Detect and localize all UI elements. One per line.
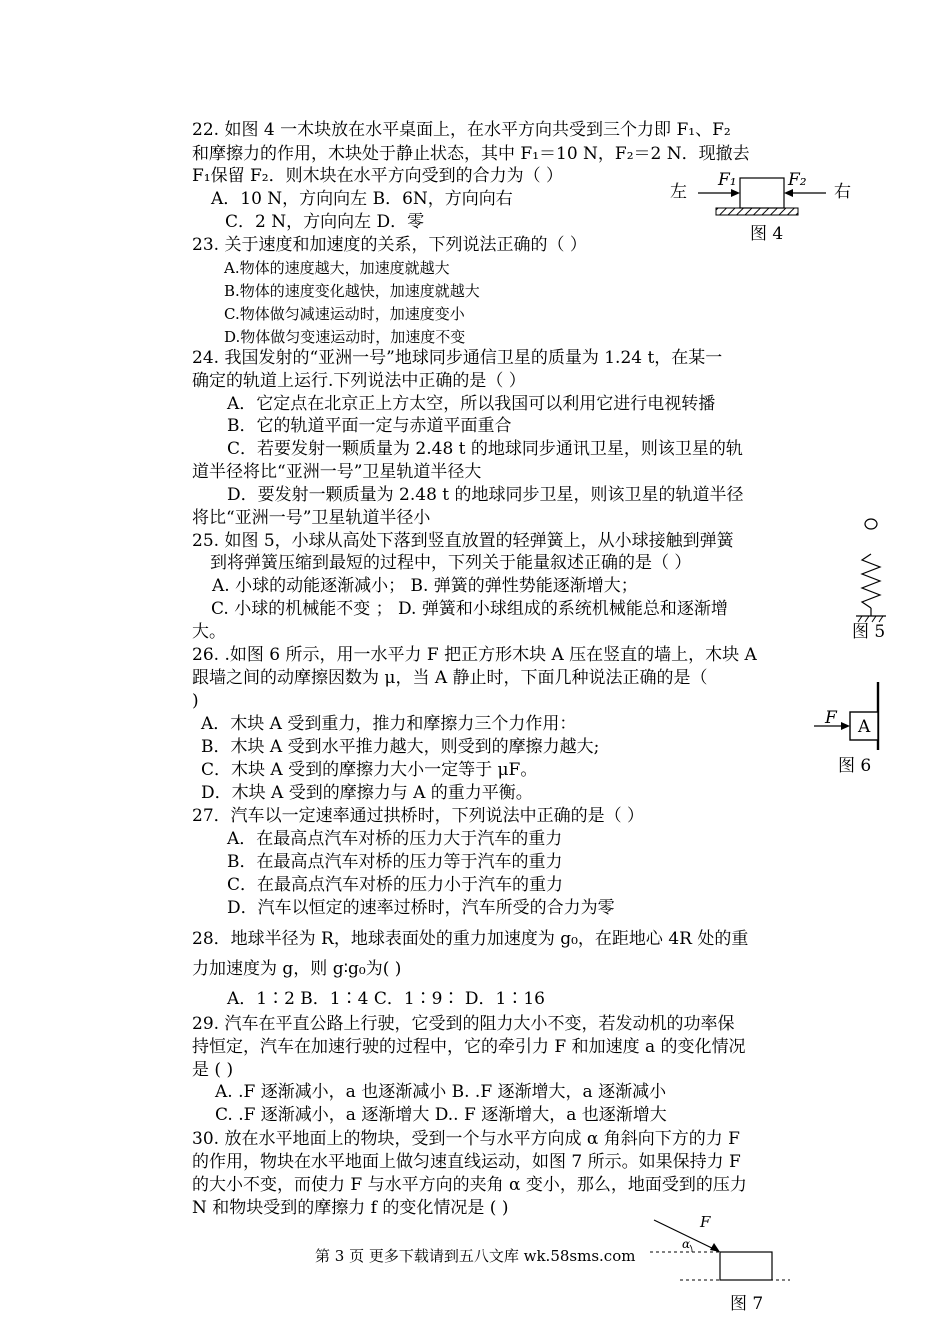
q30-line-3: 的大小不变，而使力 F 与水平方向的夹角 α 变小，那么，地面受到的压力	[192, 1175, 747, 1195]
figure-6	[810, 680, 890, 780]
q27-option-d: D．汽车以恒定的速率过桥时，汽车所受的合力为零	[227, 898, 615, 918]
fig4-f2-label: F₂	[788, 170, 807, 190]
fig7-alpha-label: α	[682, 1237, 691, 1251]
q27-option-a: A．在最高点汽车对桥的压力大于汽车的重力	[227, 829, 563, 849]
q24-option-d-line-2: 将比“亚洲一号”卫星轨道半径小	[192, 508, 431, 528]
fig4-left-label: 左	[670, 182, 687, 202]
q22-line-1: 22. 如图 4 一木块放在水平桌面上，在水平方向共受到三个力即 F₁、F₂	[192, 120, 731, 140]
fig4-right-label: 右	[834, 182, 851, 202]
q28-line-2: 力加速度为 g，则 g∶g₀为( )	[192, 959, 402, 979]
q29-line-3: 是 ( )	[192, 1060, 234, 1080]
spring	[862, 554, 880, 608]
fig6-caption: 图 6	[838, 756, 872, 776]
figure-5	[848, 512, 908, 642]
q25-option-cd: C. 小球的机械能不变 ； D. 弹簧和小球组成的系统机械能总和逐渐增	[211, 599, 728, 619]
q28-line-1: 28．地球半径为 R，地球表面处的重力加速度为 g₀，在距地心 4R 处的重	[192, 929, 749, 949]
q25-option-ab: A. 小球的动能逐渐减小； B. 弹簧的弹性势能逐渐增大；	[212, 576, 638, 596]
q30-line-4: N 和物块受到的摩擦力 f 的变化情况是 ( )	[192, 1198, 509, 1218]
q22-line-2: 和摩擦力的作用，木块处于静止状态，其中 F₁＝10 N，F₂＝2 N．现撤去	[192, 144, 750, 164]
fig6-block-label: A	[858, 717, 871, 737]
q24-option-d-line-1: D．要发射一颗质量为 2.48 t 的地球同步卫星，则该卫星的轨道半径	[227, 485, 744, 505]
table-surface	[716, 208, 798, 215]
q28-options: A．1∶2 B．1∶4 C．1∶9∶ D．1∶16	[227, 989, 545, 1009]
q23-option-c: C.物体做匀减速运动时，加速度变小	[224, 305, 465, 323]
falling-ball	[865, 519, 877, 529]
q26-option-c: C．木块 A 受到的摩擦力大小一定等于 μF。	[201, 760, 538, 780]
q26-option-d: D．木块 A 受到的摩擦力与 A 的重力平衡。	[201, 783, 533, 803]
page-footer: 第 3 页 更多下载请到五八文库 wk.58sms.com	[315, 1247, 636, 1265]
q27-option-b: B．在最高点汽车对桥的压力等于汽车的重力	[227, 852, 563, 872]
q24-option-a: A．它定点在北京正上方太空，所以我国可以利用它进行电视转播	[227, 394, 716, 414]
q23-option-b: B.物体的速度变化越快，加速度就越大	[224, 282, 480, 300]
fig4-f1-label: F₁	[718, 170, 737, 190]
q26-line-3: )	[192, 691, 199, 711]
fig5-caption: 图 5	[852, 622, 886, 642]
q22-line-3: F₁保留 F₂．则木块在水平方向受到的合力为（ ）	[192, 166, 564, 186]
q30-line-2: 的作用，物块在水平地面上做匀速直线运动，如图 7 所示。如果保持力 F	[192, 1152, 741, 1172]
figure-4	[668, 164, 858, 254]
figure-7-drawing	[640, 1212, 800, 1292]
wood-block	[740, 178, 784, 208]
q29-option-ab: A. .F 逐渐减小，a 也逐渐减小 B. .F 逐渐增大，a 逐渐减小	[215, 1082, 667, 1102]
q23-option-d: D.物体做匀变速运动时，加速度不变	[224, 328, 466, 346]
q24-line-2: 确定的轨道上运行.下列说法中正确的是（ ）	[192, 371, 526, 391]
sliding-block	[720, 1252, 772, 1280]
q23-option-a: A.物体的速度越大，加速度就越大	[224, 259, 450, 277]
q26-option-a: A．木块 A 受到重力，推力和摩擦力三个力作用：	[201, 714, 577, 734]
q27-stem: 27．汽车以一定速率通过拱桥时，下列说法中正确的是（ ）	[192, 806, 645, 826]
q26-line-2: 跟墙之间的动摩擦因数为 μ，当 A 静止时，下面几种说法正确的是（	[192, 668, 708, 688]
fig4-caption: 图 4	[750, 224, 784, 244]
q29-option-cd: C. .F 逐渐减小，a 逐渐增大 D.. F 逐渐增大，a 也逐渐增大	[215, 1105, 667, 1125]
q26-line-1: 26. .如图 6 所示，用一水平力 F 把正方形木块 A 压在竖直的墙上，木块 A	[192, 645, 757, 665]
fig7-caption: 图 7	[730, 1294, 764, 1314]
q22-option-cd: C．2 N，方向向左 D．零	[225, 212, 425, 232]
figure-7	[640, 1212, 800, 1318]
q25-line-1: 25. 如图 5，小球从高处下落到竖直放置的轻弹簧上，从小球接触到弹簧	[192, 531, 734, 551]
q24-option-c-line-2: 道半径将比“亚洲一号”卫星轨道半径大	[192, 462, 482, 482]
q23-stem: 23. 关于速度和加速度的关系，下列说法正确的（ ）	[192, 235, 587, 255]
q24-line-1: 24. 我国发射的“亚洲一号”地球同步通信卫星的质量为 1.24 t，在某一	[192, 348, 723, 368]
q24-option-c-line-1: C．若要发射一颗质量为 2.48 t 的地球同步通讯卫星，则该卫星的轨	[227, 439, 743, 459]
q24-option-b: B．它的轨道平面一定与赤道平面重合	[227, 416, 512, 436]
q29-line-2: 持恒定，汽车在加速行驶的过程中，它的牵引力 F 和加速度 a 的变化情况	[192, 1037, 746, 1057]
fig6-f-label: F	[825, 708, 837, 728]
q27-option-c: C．在最高点汽车对桥的压力小于汽车的重力	[227, 875, 564, 895]
q25-line-2: 到将弹簧压缩到最短的过程中，下列关于能量叙述正确的是（ ）	[210, 553, 692, 573]
q22-option-ab: A．10 N，方向向左 B．6N，方向向右	[211, 189, 513, 209]
q30-line-1: 30. 放在水平地面上的物块，受到一个与水平方向成 α 角斜向下方的力 F	[192, 1129, 740, 1149]
fig7-f-label: F	[700, 1213, 711, 1231]
q29-line-1: 29. 汽车在平直公路上行驶，它受到的阻力大小不变，若发动机的功率保	[192, 1014, 735, 1034]
q25-tail: 大。	[192, 622, 226, 642]
q26-option-b: B．木块 A 受到水平推力越大，则受到的摩擦力越大;	[201, 737, 600, 757]
